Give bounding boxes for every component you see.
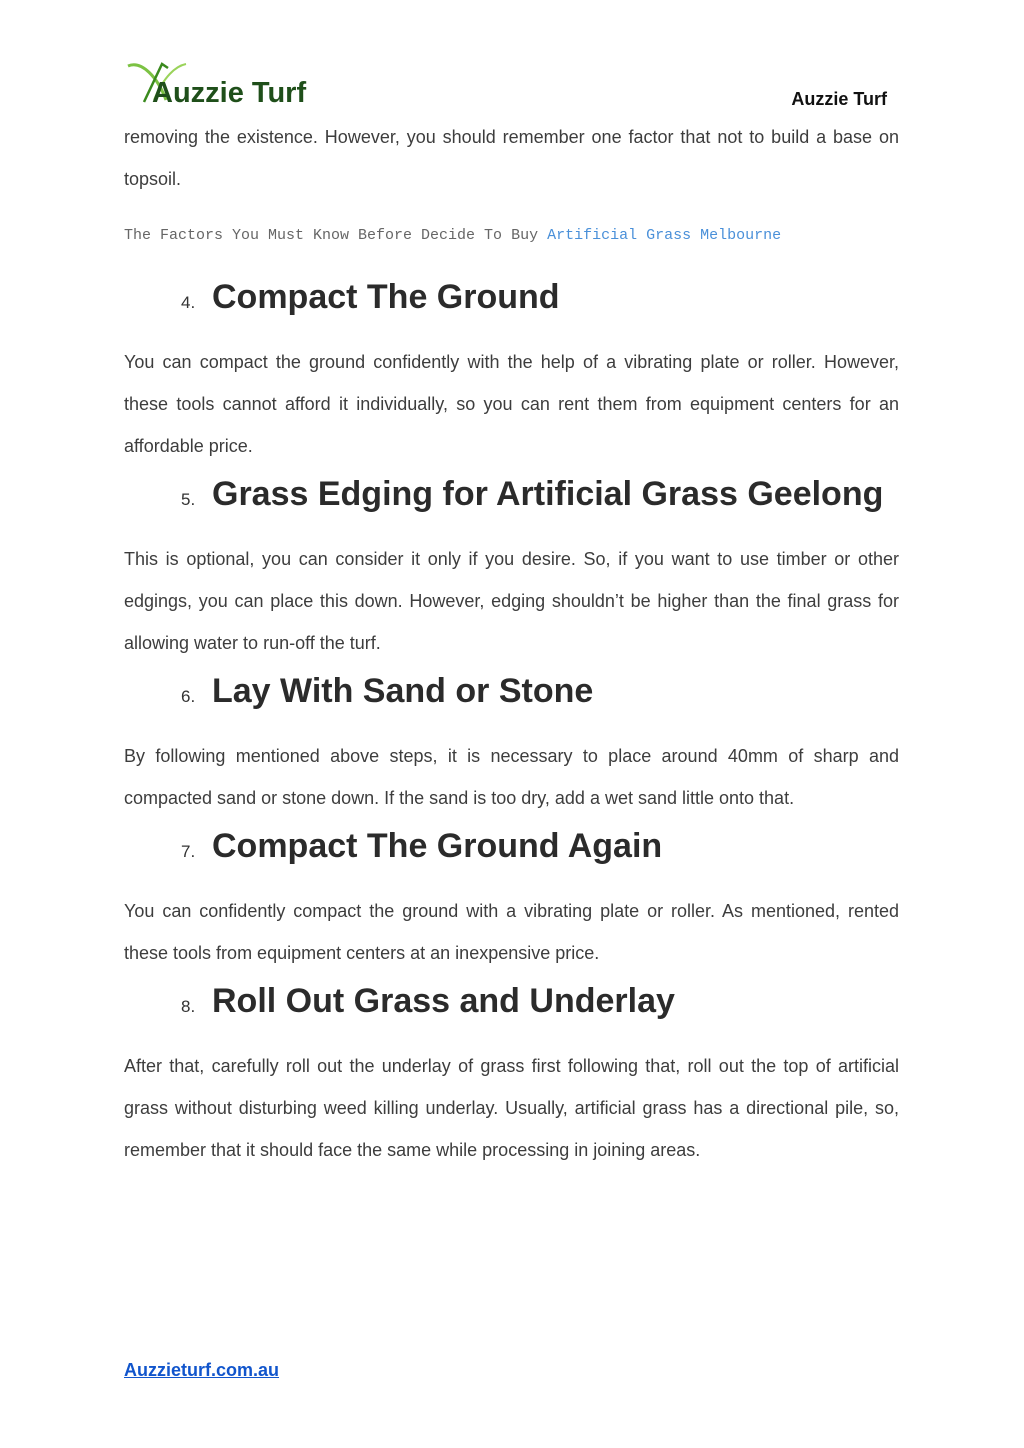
section-body-4: You can compact the ground confidently with the help of a vibrating plate or roller. However, these tools cannot afford it individually, so you can rent them from equipment centers for an affordable price. bbox=[124, 352, 899, 456]
brand-logo bbox=[124, 58, 324, 112]
logo-wordmark: Auzzie Turf bbox=[152, 77, 307, 109]
section-number: 8. bbox=[181, 997, 196, 1016]
intro-paragraph: removing the existence. However, you should remember one factor that not to build a base on topsoil. bbox=[124, 127, 899, 189]
section-title: Lay With Sand or Stone bbox=[212, 672, 594, 710]
section-heading-5 bbox=[124, 475, 899, 514]
section-number: 4. bbox=[181, 293, 196, 312]
artificial-grass-melbourne-link[interactable]: Artificial Grass Melbourne bbox=[547, 227, 782, 244]
section-body-6: By following mentioned above steps, it is necessary to place around 40mm of sharp and compacted sand or stone down. If the sand is too dry, add a wet sand little onto that. bbox=[124, 746, 899, 808]
section-body-7: You can confidently compact the ground with a vibrating plate or roller. As mentioned, rented these tools from equipment centers at an inexpensive price. bbox=[124, 901, 899, 963]
section-heading-6 bbox=[124, 672, 899, 711]
section-heading-4 bbox=[124, 278, 899, 317]
section-heading-7 bbox=[124, 827, 899, 866]
section-number: 7. bbox=[181, 842, 196, 861]
section-number: 5. bbox=[181, 490, 196, 509]
section-number: 6. bbox=[181, 687, 196, 706]
footer-website-link[interactable]: Auzzieturf.com.au bbox=[124, 1360, 280, 1380]
related-prefix: The Factors You Must Know Before Decide To Buy bbox=[124, 227, 548, 244]
section-heading-8 bbox=[124, 982, 899, 1021]
document-body bbox=[124, 116, 899, 1171]
section-title: Compact The Ground Again bbox=[212, 827, 663, 865]
section-body-5: This is optional, you can consider it only if you desire. So, if you want to use timber or other edgings, you can place this down. However, edging shouldn’t be higher than the final grass for allowing water to run-off the turf. bbox=[124, 549, 899, 653]
header-title: Auzzie Turf bbox=[791, 89, 887, 109]
section-title: Compact The Ground bbox=[212, 278, 560, 316]
section-body-8: After that, carefully roll out the underlay of grass first following that, roll out the top of artificial grass without disturbing weed killing underlay. Usually, artificial grass has a directional pile, so, remember that it should face the same while processing in joining areas. bbox=[124, 1056, 899, 1160]
related-article-line bbox=[124, 227, 899, 244]
section-title: Roll Out Grass and Underlay bbox=[212, 982, 675, 1020]
section-title: Grass Edging for Artificial Grass Geelong bbox=[212, 475, 884, 513]
